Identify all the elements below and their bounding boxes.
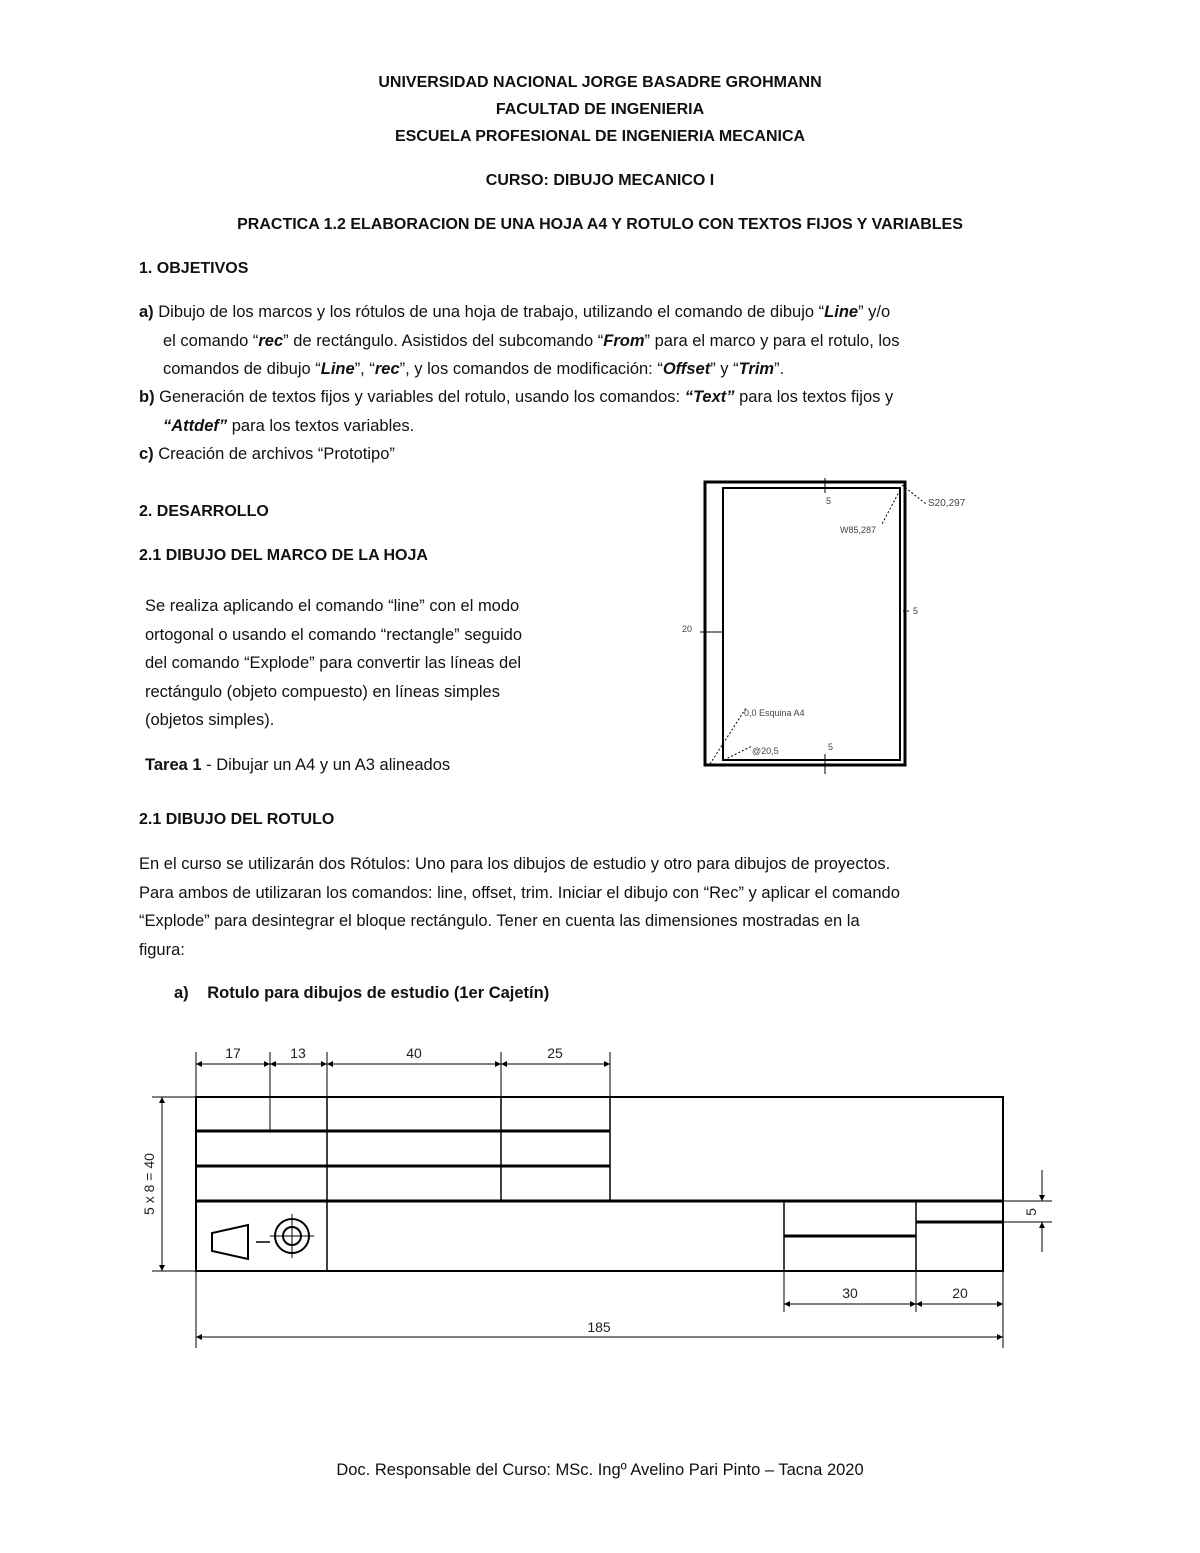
cmd-line-2: Line [320, 360, 355, 378]
objective-c-label: c) [139, 445, 154, 463]
cmd-rec: rec [258, 331, 284, 350]
cmd-offset: Offset [662, 360, 711, 378]
objective-b-label: b) [139, 388, 155, 406]
frame-label-bottom-diag: 0,0 Esquina A4 [744, 708, 805, 718]
cmd-from: From [603, 331, 645, 350]
footer-text: Doc. Responsable del Curso: MSc. Ingº Avelino Pari Pinto – Tacna 2020 [336, 1461, 864, 1479]
objective-a-t4: ” de rectángulo. Asistidos del subcomando “ [283, 331, 604, 350]
dim-label-17: 17 [225, 1045, 241, 1061]
dim-label-20: 20 [952, 1285, 968, 1301]
cmd-text: “Text” [684, 388, 735, 406]
frame-label-right: 5 [913, 606, 919, 616]
frame-label-top-small: 5 [826, 496, 832, 506]
university-title: UNIVERSIDAD NACIONAL JORGE BASADRE GROHMANN [378, 74, 822, 91]
frame-line-5: (objetos simples). [145, 711, 275, 729]
objective-b-t2: para los textos fijos y [734, 388, 894, 406]
objective-a-t8: ”, y los comandos de modificación: “ [399, 360, 663, 378]
faculty-title: FACULTAD DE INGENIERIA [495, 101, 705, 118]
rotulo-line-1: En el curso se utilizarán dos Rótulos: Uno para los dibujos de estudio y otro para dibujos de proyectos. [139, 855, 891, 873]
objective-a-t1: Dibujo de los marcos y los rótulos de una hoja de trabajo, utilizando el comando de dibujo “ [153, 303, 825, 321]
frame-paragraph [145, 592, 625, 735]
rotulo-item-a [174, 984, 549, 1003]
frame-label-top-right: S20,297 [928, 498, 966, 509]
leader-inner [882, 490, 900, 524]
school-title: ESCUELA PROFESIONAL DE INGENIERIA MECANICA [394, 128, 806, 145]
frame-label-left: 20 [682, 624, 693, 634]
cmd-trim: Trim [738, 360, 775, 378]
projection-cone-icon [212, 1225, 248, 1259]
rotulo-line-3: “Explode” para desintegrar el bloque rectángulo. Tener en cuenta las dimensiones mostradas en la [139, 912, 860, 930]
frame-line-2: ortogonal o usando el comando “rectangle” seguido [145, 625, 523, 644]
rotulo-item-a-label: a) [174, 984, 189, 1002]
objective-a-t10: ”. [774, 360, 785, 378]
dim-label-30: 30 [842, 1285, 858, 1301]
task-line [145, 751, 625, 780]
frame-line-3: del comando “Explode” para convertir las líneas del [145, 654, 522, 672]
task-label: Tarea 1 [145, 756, 202, 774]
leader-bottom-corner [724, 746, 752, 760]
rotulo-paragraph [139, 850, 1079, 964]
frame-line-1: Se realiza aplicando el comando “line” con el modo [145, 597, 520, 615]
objective-a-t3: el comando “ [163, 331, 259, 350]
sheet-frame-figure [670, 476, 990, 776]
objective-c-t1: Creación de archivos “Prototipo” [153, 445, 395, 463]
frame-subheading: 2.1 DIBUJO DEL MARCO DE LA HOJA [139, 547, 428, 564]
cmd-attdef: “Attdef” [163, 416, 228, 435]
objective-a-t5: ” para el marco y para el rotulo, los [644, 331, 900, 350]
rotulo-subheading: 2.1 DIBUJO DEL ROTULO [139, 811, 335, 828]
objective-b-t3: para los textos variables. [227, 416, 415, 435]
title-block-drawing [130, 1030, 1070, 1360]
title-block-outer [196, 1097, 1003, 1271]
dim-label-40: 40 [406, 1045, 422, 1061]
dim-label-25: 25 [547, 1045, 563, 1061]
frame-line-4: rectángulo (objeto compuesto) en líneas simples [145, 682, 500, 701]
frame-label-inner: W85,287 [840, 525, 877, 535]
objective-b-t1: Generación de textos fijos y variables del rotulo, usando los comandos: [154, 388, 685, 406]
objectives-heading: 1. OBJETIVOS [139, 260, 249, 277]
frame-label-bottom-corner: @20,5 [752, 746, 779, 756]
objective-c [139, 440, 1069, 469]
task-text: - Dibujar un A4 y un A3 alineados [201, 756, 451, 774]
practice-title: PRACTICA 1.2 ELABORACION DE UNA HOJA A4 Y ROTULO CON TEXTOS FIJOS Y VARIABLES [237, 216, 963, 233]
objective-a-t9: ” y “ [710, 360, 739, 378]
objective-a-label: a) [139, 303, 154, 321]
development-heading: 2. DESARROLLO [139, 503, 269, 520]
leader-bottom-left [710, 708, 746, 764]
rotulo-line-2: Para ambos de utilizaran los comandos: line, offset, trim. Iniciar el dibujo con “Rec” y aplicar el comando [139, 883, 900, 902]
cmd-rec-2: rec [374, 360, 400, 378]
dim-label-left: 5 x 8 = 40 [141, 1153, 157, 1215]
rotulo-item-a-text: Rotulo para dibujos de estudio (1er Cajetín) [207, 984, 550, 1002]
cmd-line: Line [824, 303, 859, 321]
course-title: CURSO: DIBUJO MECANICO I [485, 172, 715, 189]
objective-a-t2: ” y/o [858, 303, 891, 321]
dim-label-13: 13 [290, 1045, 306, 1061]
objective-a-t6: comandos de dibujo “ [163, 360, 321, 378]
objective-a [139, 298, 1069, 384]
dim-label-right: 5 [1023, 1208, 1039, 1216]
frame-label-bottom-small: 5 [828, 742, 834, 752]
objective-a-t7: ”, “ [354, 360, 375, 378]
rotulo-line-4: figura: [139, 940, 185, 959]
dim-label-total: 185 [587, 1319, 611, 1335]
objective-b [139, 383, 1069, 440]
